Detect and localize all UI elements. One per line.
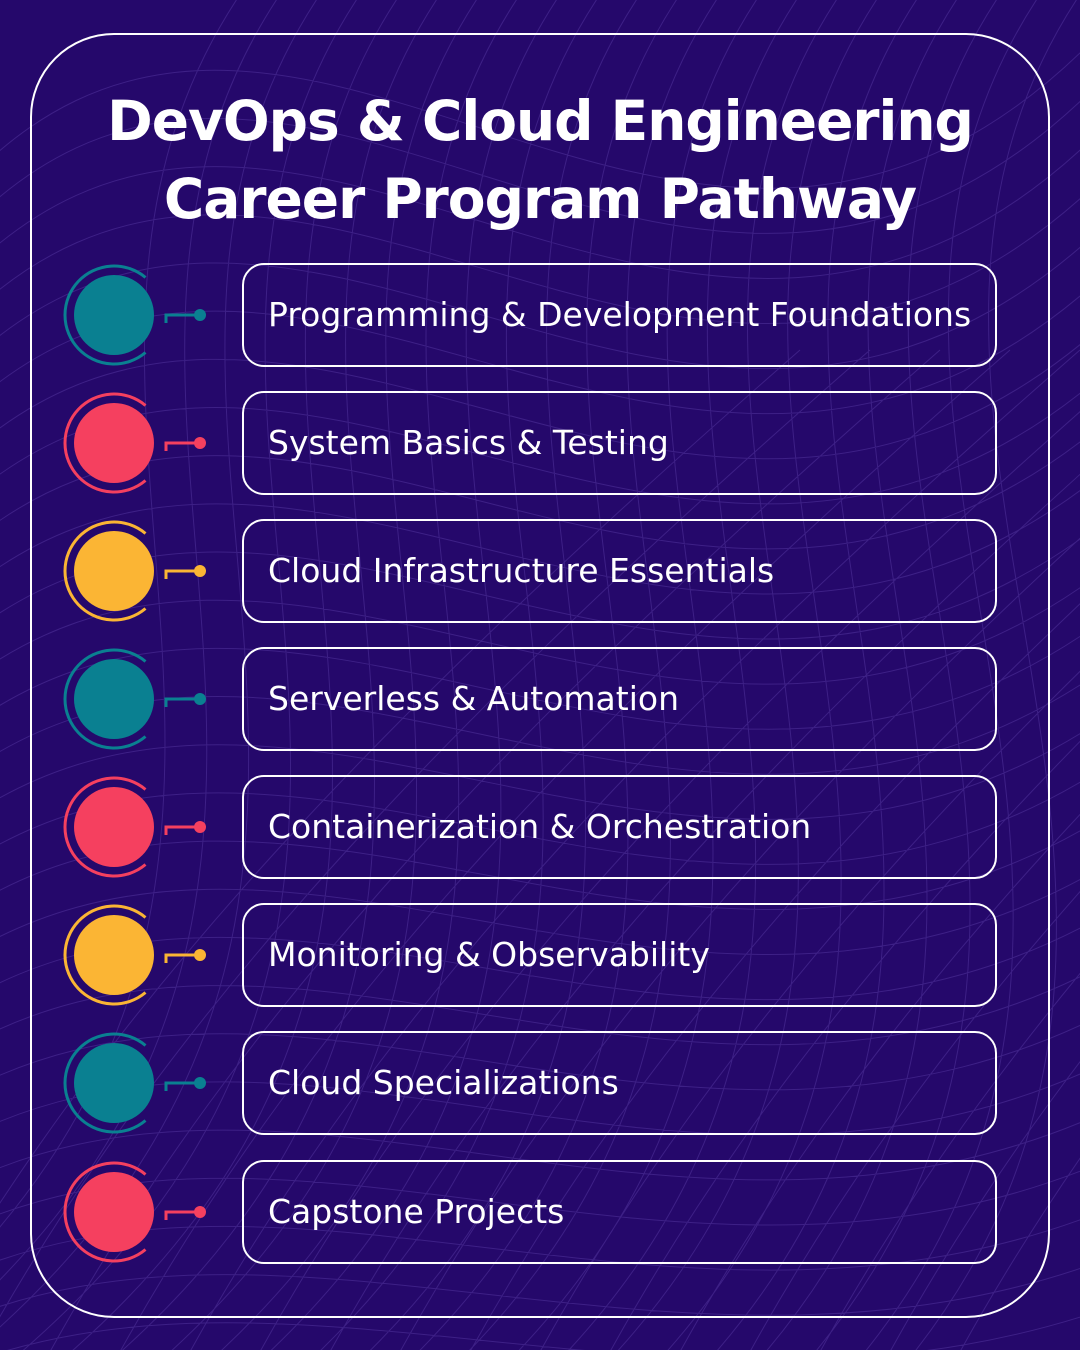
pathway-step [0, 519, 1080, 623]
connector-line [166, 827, 198, 835]
step-label: Monitoring & Observability [268, 935, 710, 974]
connector-dot [194, 1077, 206, 1089]
pathway-step [0, 775, 1080, 879]
pathway-step [0, 263, 1080, 367]
step-label: Programming & Development Foundations [268, 295, 972, 334]
step-box [242, 519, 997, 623]
step-label: Serverless & Automation [268, 679, 679, 718]
step-circle [74, 787, 154, 867]
pathway-step [0, 647, 1080, 751]
step-box [242, 263, 997, 367]
connector-line [166, 955, 198, 963]
connector-dot [194, 437, 206, 449]
step-marker-icon [58, 519, 218, 623]
step-box [242, 903, 997, 1007]
step-label: Cloud Specializations [268, 1063, 619, 1102]
connector-dot [194, 565, 206, 577]
pathway-step [0, 391, 1080, 495]
connector-line [166, 1083, 198, 1091]
step-label: Cloud Infrastructure Essentials [268, 551, 775, 590]
step-circle [74, 275, 154, 355]
pathway-step [0, 1031, 1080, 1135]
step-box [242, 391, 997, 495]
step-label: Containerization & Orchestration [268, 807, 812, 846]
step-marker-icon [58, 903, 218, 1007]
connector-dot [194, 821, 206, 833]
step-marker-icon [58, 1031, 218, 1135]
step-box [242, 775, 997, 879]
connector-line [166, 571, 198, 579]
step-circle [74, 659, 154, 739]
title-line-2: Career Program Pathway [163, 167, 917, 231]
page-title [0, 82, 1080, 238]
connector-dot [194, 949, 206, 961]
step-circle [74, 531, 154, 611]
step-box [242, 647, 997, 751]
step-marker-icon [58, 391, 218, 495]
step-circle [74, 1172, 154, 1252]
connector-line [166, 315, 198, 323]
step-marker-icon [58, 775, 218, 879]
step-label: Capstone Projects [268, 1192, 565, 1231]
step-circle [74, 403, 154, 483]
step-box [242, 1160, 997, 1264]
step-marker-icon [58, 1160, 218, 1264]
step-box [242, 1031, 997, 1135]
step-marker-icon [58, 647, 218, 751]
pathway-step [0, 1160, 1080, 1264]
connector-dot [194, 309, 206, 321]
connector-dot [194, 1206, 206, 1218]
connector-line [166, 443, 198, 451]
step-marker-icon [58, 263, 218, 367]
connector-line [166, 1212, 198, 1220]
pathway-step [0, 903, 1080, 1007]
step-circle [74, 1043, 154, 1123]
connector-dot [194, 693, 206, 705]
title-line-1: DevOps & Cloud Engineering [107, 89, 973, 153]
step-label: System Basics & Testing [268, 423, 669, 462]
step-circle [74, 915, 154, 995]
connector-line [166, 699, 198, 707]
